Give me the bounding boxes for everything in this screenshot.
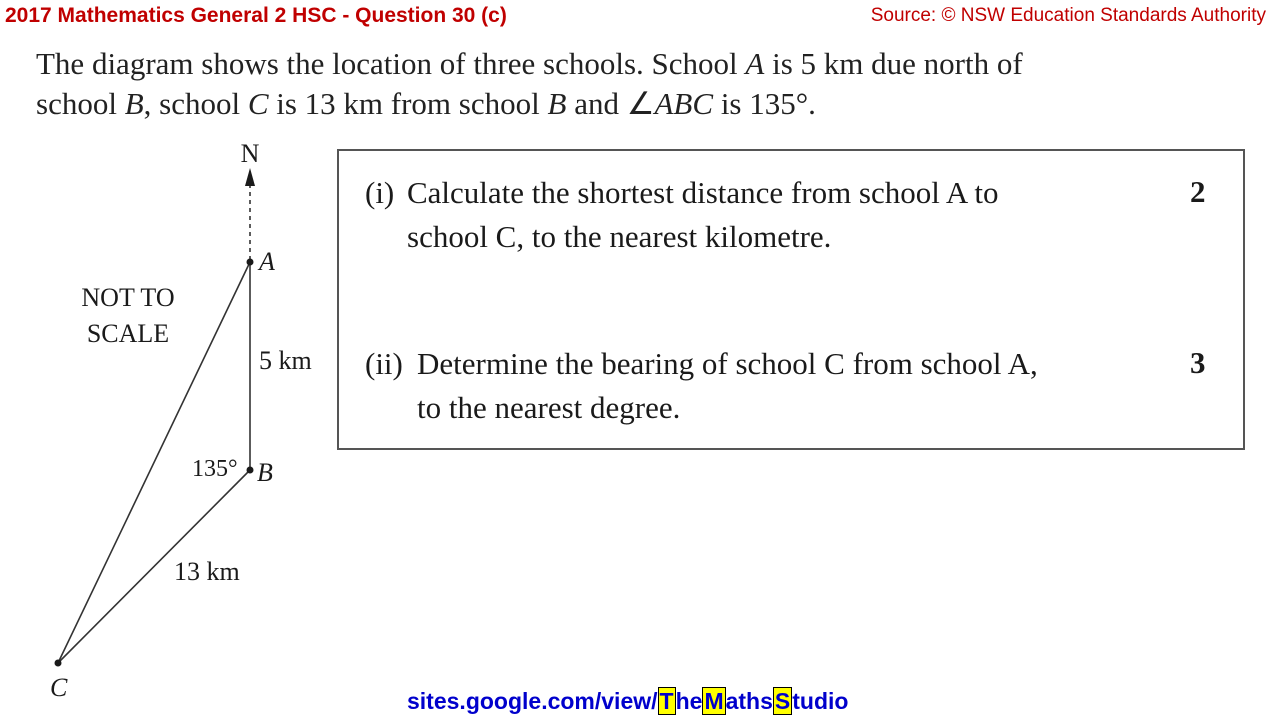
point-c-dot <box>55 660 62 667</box>
marks-part-ii: 3 <box>1190 345 1206 380</box>
intro-school-a: A <box>745 46 765 81</box>
angle-b-label: 135° <box>192 456 238 482</box>
point-c-label: C <box>50 673 68 702</box>
intro-text: , school <box>143 86 248 121</box>
intro-text: school <box>36 86 125 121</box>
part-text-line: Calculate the shortest distance from school A to <box>407 175 999 210</box>
page-title: 2017 Mathematics General 2 HSC - Question 30 (c) <box>5 4 507 27</box>
part-text-line: Determine the bearing of school C from school A, <box>417 346 1038 381</box>
intro-text: and ∠ <box>566 86 655 121</box>
part-text-line: school C, to the nearest kilometre. <box>407 219 832 254</box>
point-b-dot <box>247 467 254 474</box>
intro-text: The diagram shows the location of three schools. School <box>36 46 746 81</box>
website-link[interactable] <box>407 688 848 715</box>
not-to-scale-line-2: SCALE <box>86 319 170 348</box>
part-number: (i) <box>365 175 395 210</box>
source-credit: Source: © NSW Education Standards Authority <box>870 5 1266 26</box>
intro-school-c: C <box>247 86 269 121</box>
intro-school-b: B <box>124 86 144 121</box>
link-text: sites.google.com/view/ <box>407 688 658 714</box>
marks-part-i: 2 <box>1190 174 1206 209</box>
intro-text: is 5 km due north of <box>764 46 1023 81</box>
bc-length-label: 13 km <box>174 557 240 586</box>
intro-angle-name: ABC <box>654 86 714 121</box>
intro-text: is 13 km from school <box>268 86 548 121</box>
link-highlight: T <box>659 688 674 714</box>
link-text: he <box>675 688 703 714</box>
north-arrow-icon <box>245 168 255 186</box>
triangle-diagram <box>0 0 340 720</box>
intro-school-b: B <box>547 86 567 121</box>
north-label: N <box>240 139 260 168</box>
not-to-scale-line-1: NOT TO <box>81 283 175 312</box>
intro-text: is 135°. <box>713 86 816 121</box>
part-number: (ii) <box>365 346 403 381</box>
part-text <box>417 342 1177 430</box>
link-highlight: S <box>774 688 791 714</box>
part-text <box>407 171 1167 259</box>
link-text: tudio <box>792 688 849 714</box>
link-highlight: M <box>704 688 724 714</box>
link-text: aths <box>725 688 773 714</box>
point-b-label: B <box>257 458 273 487</box>
point-a-label: A <box>259 247 275 276</box>
point-a-dot <box>247 259 254 266</box>
part-text-line: to the nearest degree. <box>417 390 681 425</box>
ab-length-label: 5 km <box>259 346 312 375</box>
